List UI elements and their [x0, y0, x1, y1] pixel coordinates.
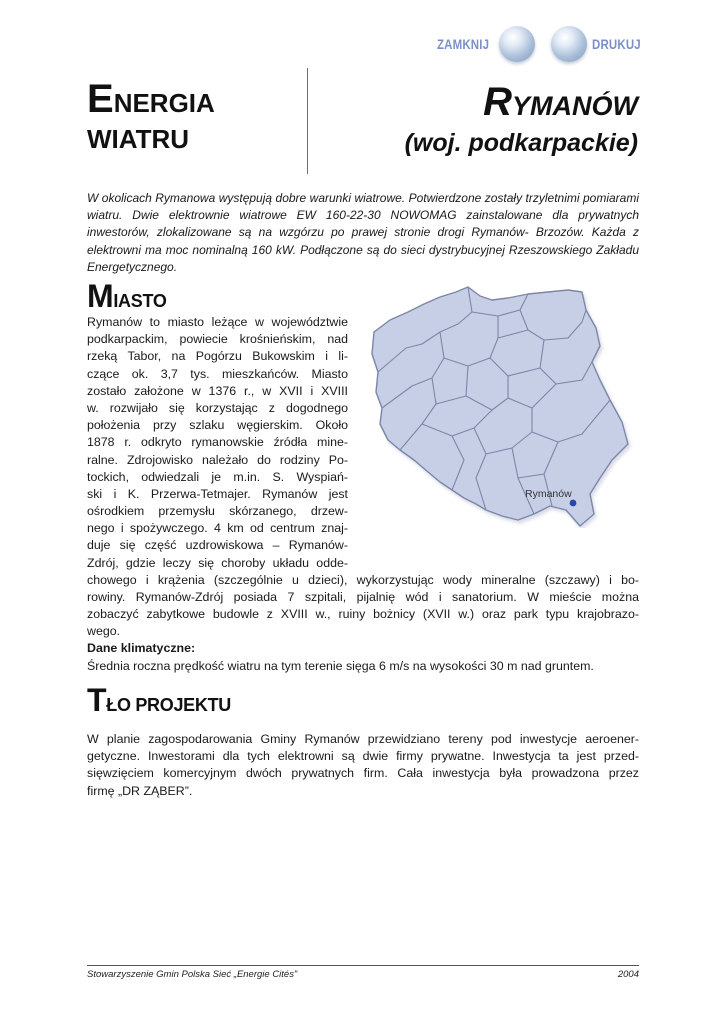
location-rest: YMANÓW	[512, 91, 638, 121]
location-title	[405, 82, 638, 160]
footer-divider	[87, 965, 639, 966]
text-line: ski i K. Przerwa-Tetmajer. Rymanów jest	[87, 486, 348, 501]
heading-rest: IASTO	[113, 291, 167, 311]
text-line: getyczne. Inwestorami dla tych elektrowni są dwie firmy prywatne. Inwestycja ta jest przed-	[87, 749, 639, 764]
miasto-text	[87, 314, 639, 641]
text-line: Rymanów to miasto leżące w województwie	[87, 315, 348, 329]
intro-paragraph: W okolicach Rymanowa występują dobre warunki wiatrowe. Potwierdzone zostały trzyletnimi pomiarami wiatru. Dwie elektrownie wiatrowe EW 160-22-30 NOWOMAG zainstalowane dla prywatnych inwestorów, zlokalizowane są na wzgórzu po prawej stronie drogi Rymanów- Brzozów. Każda z elektrowni ma moc nominalną 160 kW. Podłączone są do sieci dystrybucyjnej Rzeszowskiego Zakładu Energetycznego.	[87, 191, 639, 274]
climate-heading: Dane klimatyczne:	[87, 641, 196, 655]
footer-year: 2004	[617, 969, 639, 980]
title-rest: NERGIA	[113, 88, 215, 118]
footer-organization: Stowarzyszenie Gmin Polska Sieć „Energie Cités”	[87, 969, 298, 980]
climate-text: Średnia roczna prędkość wiatru na tym terenie sięga 6 m/s na wysokości 30 m nad gruntem.	[87, 658, 594, 673]
text-line: zostało założone w 1376 r., w XVII i XVIII	[87, 383, 348, 398]
location-subtitle: (woj. podkarpackie)	[404, 129, 638, 157]
text-line: czące ok. 3,7 tys. mieszkańców. Miasto	[87, 366, 348, 381]
text-line: sięwzięciem komercyjnym dwóch prywatnych firm. Cała inwestycja była prowadzona przez	[87, 766, 639, 781]
climate-block	[87, 640, 647, 675]
page-title	[87, 77, 215, 156]
text-line: firmę „DR ZĄBER”.	[87, 783, 193, 798]
title-line2: WIATRU	[87, 124, 190, 154]
text-line: rowiny. Rymanów-Zdrój posiada 7 szpitali, pijalnię wód i sanatorium. W mieście można	[87, 590, 639, 604]
text-line: duje się część uzdrowiskowa – Rymanów-	[87, 538, 348, 553]
text-line: podkarpackim, powiecie krośnieńskim, nad	[87, 332, 348, 347]
text-line: Zdrój, gdzie leczy się choroby układu odde-	[87, 555, 348, 570]
close-button[interactable]: ZAMKNIJ	[437, 36, 490, 52]
text-line: ralne. Zdrojowisko należało do rodziny Po-	[87, 452, 348, 467]
text-line: rzeką Tabor, na Pogórzu Bukowskim i li-	[87, 349, 348, 364]
print-orb-icon[interactable]	[551, 26, 587, 62]
close-orb-icon[interactable]	[499, 26, 535, 62]
text-line: położenia przy szlaku węgierskim. Około	[87, 418, 348, 433]
section-heading-miasto	[87, 278, 167, 315]
text-line: 1878 r. odkryto rymanowskie źródła mine-	[87, 435, 348, 450]
text-line: w. rozwijało się korzystając z dogodnego	[87, 400, 348, 415]
heading-rest: ŁO PROJEKTU	[106, 695, 231, 715]
location-cap: R	[483, 80, 513, 124]
heading-cap: T	[87, 682, 107, 718]
text-line: zobaczyć zabytkowe budowle z XVIII w., ruiny bożnicy (XVII w.) oraz park typu krajobrazo-	[87, 607, 639, 622]
text-line: chowego i krążenia (szczególnie u dzieci), wykorzystując wody mineralne (szczawy) i bo-	[87, 572, 639, 587]
map-label-rymanow: Rymanów	[525, 488, 572, 500]
text-line: ośrodkiem przemysłu skórzanego, drzew-	[87, 504, 348, 519]
toolbar	[437, 26, 642, 66]
text-line: tockich, odwiedzali je m.in. S. Wyspiań-	[87, 469, 348, 484]
text-line: nego i spożywczego. 4 km od centrum znaj-	[87, 521, 348, 536]
title-divider	[307, 68, 308, 174]
print-button[interactable]: DRUKUJ	[592, 36, 641, 52]
heading-cap: M	[87, 278, 114, 314]
text-line: W planie zagospodarowania Gminy Rymanów przewidziano tereny pod inwestycje aeroener-	[87, 732, 639, 746]
text-line: wego.	[87, 624, 121, 639]
title-cap: E	[87, 77, 114, 121]
tlo-projektu-text	[87, 731, 639, 800]
section-heading-tlo-projektu	[87, 682, 231, 719]
